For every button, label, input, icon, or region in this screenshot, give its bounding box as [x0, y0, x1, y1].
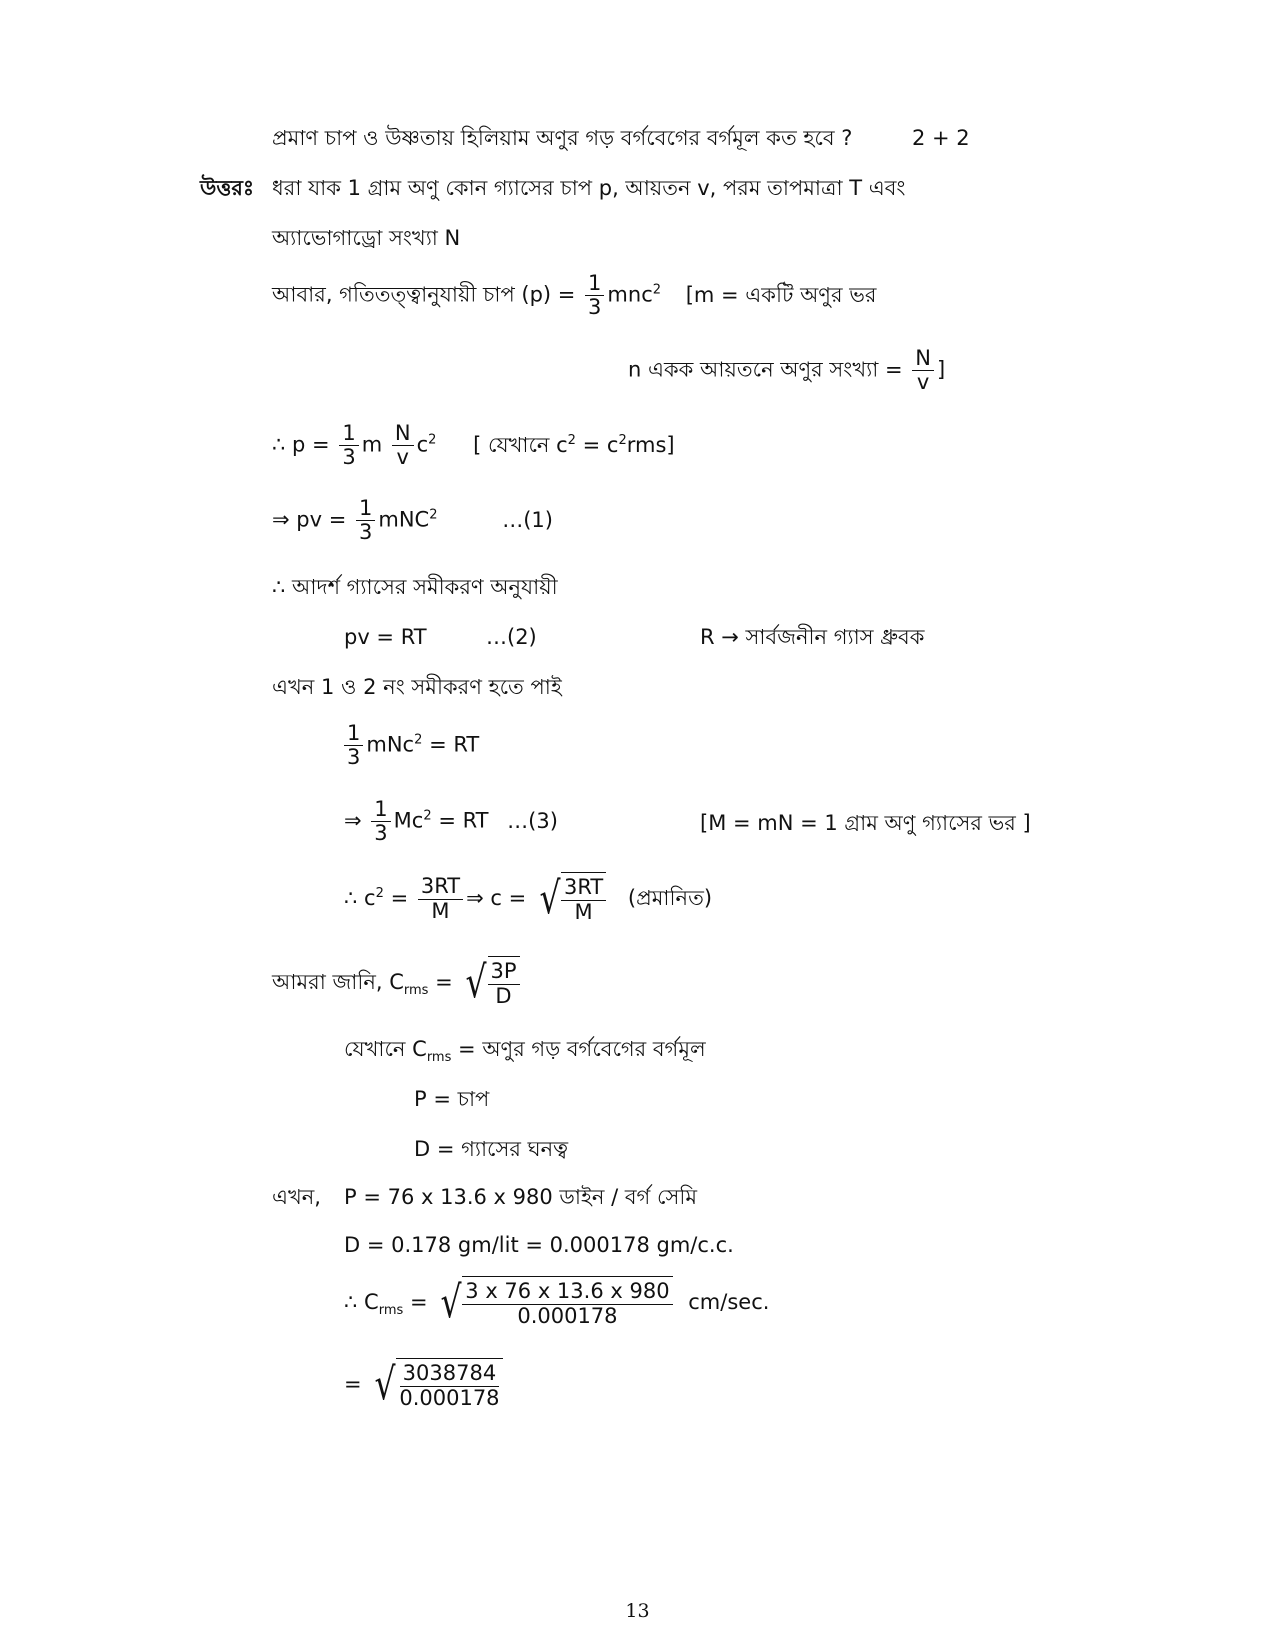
- fraction-n-over-v: $\frac{N}{v}$: [912, 347, 934, 394]
- therefore-p: ∴ p =: [272, 432, 330, 457]
- kinetic-pressure-eq: আবার, গতিতত্ত্বানুযায়ী চাপ (p) = $\frac{1}{3}$ mnc$^2$ [m = একটি অণুর ভর: [272, 271, 877, 320]
- combined-eq: $\frac{1}{3}$ mNc$^2$ = RT: [344, 722, 479, 769]
- velocity-result: ∴ $c^2$ = $\frac{3RT}{M}$ ⇒ c = √ 3RT M (প্রমানিত): [344, 873, 713, 924]
- d-definition: D = গ্যাসের ঘনত্ব: [414, 1137, 569, 1161]
- crms-final: = √ 3038784 0.000178: [344, 1358, 506, 1412]
- fraction-n-over-v: $\frac{N}{v}$: [392, 422, 414, 469]
- fraction-one-third: $\frac{1}{3}$: [344, 722, 363, 769]
- eq3-tag: …(3): [507, 808, 558, 833]
- kinetic-expr: mnc: [607, 282, 653, 307]
- molar-mass-note: [M = mN = 1 গ্রাম অণু গ্যাসের ভর ]: [700, 811, 1031, 835]
- from-equations: এখন 1 ও 2 নং সমীকরণ হতে পাই: [272, 675, 562, 699]
- equation-3: ⇒ $\frac{1}{3}$ Mc$^2$ = RT …(3): [344, 797, 558, 846]
- sqrt-3rt-over-m: √ 3RT M: [536, 872, 606, 926]
- equation-2: pv = RT: [344, 625, 427, 649]
- question-text: [272, 125, 852, 151]
- eq1-tag: …(1): [502, 507, 553, 532]
- answer-label: উত্তরঃ: [200, 176, 255, 200]
- crms-formula: আমরা জানি, $C_{rms}$ = √ 3P D: [272, 956, 523, 1010]
- r-note: R → সার্বজনীন গ্যাস ধ্রুবক: [700, 625, 925, 649]
- fraction-one-third: $\frac{1}{3}$: [371, 798, 390, 845]
- mass-note: [m = একটি অণুর ভর: [685, 282, 877, 307]
- fraction-3rt-over-m: $\frac{3RT}{M}$: [418, 875, 463, 922]
- question-marks: 2 + 2: [912, 126, 970, 150]
- pressure-eq: ∴ p = $\frac{1}{3}$ m $\frac{N}{v}$ $c^2$ [ যেখানে $c^2 = c^2rms$]: [272, 421, 675, 470]
- fraction-one-third: $\frac{1}{3}$: [339, 422, 358, 469]
- ideal-gas-intro: ∴ আদর্শ গ্যাসের সমীকরণ অনুযায়ী: [272, 575, 558, 599]
- eq2-tag: …(2): [486, 625, 537, 649]
- sqrt-final: √ 3038784 0.000178: [371, 1358, 502, 1412]
- fraction-one-third: $\frac{1}{3}$: [585, 272, 604, 319]
- sqrt-3p-over-d: √ 3P D: [462, 956, 519, 1010]
- question-label: প্রমাণ চাপ ও উষ্ণতায় হিলিয়াম অণুর গড় বর্গবেগের বর্গমূল কত হবে ?: [272, 126, 853, 150]
- now-label: এখন,: [272, 1185, 321, 1209]
- sqrt-crms-calc: √ 3 x 76 x 13.6 x 980 0.000178: [437, 1276, 672, 1330]
- intro-line-1: ধরা যাক 1 গ্রাম অণু কোন গ্যাসের চাপ p, আয়তন v, পরম তাপমাত্রা T এবং: [272, 176, 906, 200]
- crms-definition: যেখানে $C_{rms}$ = অণুর গড় বর্গবেগের বর্গমূল: [344, 1037, 706, 1065]
- p-value: P = 76 x 13.6 x 980 ডাইন / বর্গ সেমি: [344, 1185, 698, 1209]
- equation-1: ⇒ pv = $\frac{1}{3}$ mNC$^2$ …(1): [272, 496, 553, 545]
- kinetic-prefix: আবার, গতিতত্ত্বানুযায়ী চাপ (p) =: [272, 282, 576, 307]
- n-note: n একক আয়তনে অণুর সংখ্যা =: [628, 357, 903, 382]
- n-definition: n একক আয়তনে অণুর সংখ্যা = $\frac{N}{v}$ ]: [628, 346, 946, 395]
- intro-line-2: অ্যাভোগাড্রো সংখ্যা N: [272, 226, 461, 250]
- crms-calculation: ∴ $C_{rms}$ = √ 3 x 76 x 13.6 x 980 0.000178 cm/sec.: [344, 1277, 770, 1328]
- p-definition: P = চাপ: [414, 1087, 490, 1111]
- crms-note: [ যেখানে $c^2 = c^2rms$]: [473, 432, 675, 457]
- proved-label: (প্রমানিত): [627, 886, 713, 910]
- fraction-one-third: $\frac{1}{3}$: [356, 497, 375, 544]
- page-number: 13: [625, 1600, 650, 1622]
- d-value: D = 0.178 gm/lit = 0.000178 gm/c.c.: [344, 1233, 734, 1257]
- crms-unit: cm/sec.: [688, 1290, 770, 1314]
- eq1-prefix: ⇒ pv =: [272, 507, 347, 532]
